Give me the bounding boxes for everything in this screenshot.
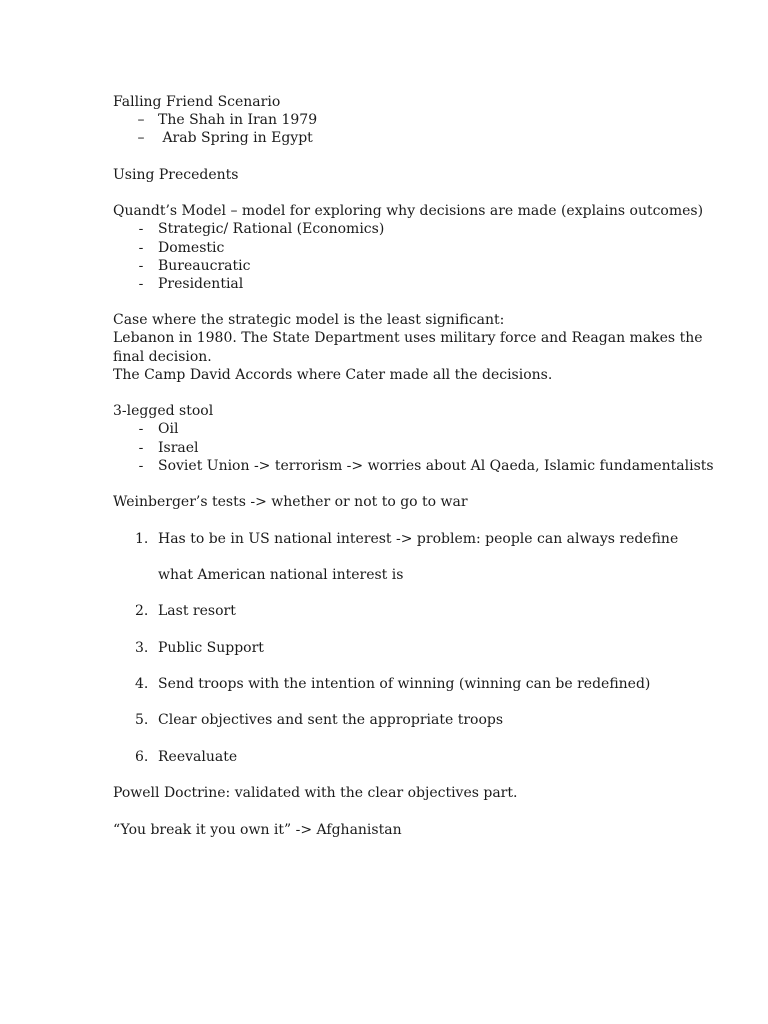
list-item xyxy=(113,420,733,438)
numbered-item xyxy=(113,675,733,693)
numbered-item-text: Has to be in US national interest -> problem: people can always redefine xyxy=(158,530,679,547)
quandt-model-heading: Quandt’s Model – model for exploring why decisions are made (explains outcomes) xyxy=(113,203,704,220)
case-paragraph-line: The Camp David Accords where Cater made all the decisions. xyxy=(113,366,553,383)
numbered-item-text: Public Support xyxy=(158,639,264,656)
hyphen-bullet: - xyxy=(138,239,144,256)
list-item xyxy=(113,129,733,147)
using-precedents-heading: Using Precedents xyxy=(113,166,239,183)
number-marker: 4. xyxy=(135,676,149,692)
hyphen-bullet: - xyxy=(138,421,144,438)
falling-friend-heading: Falling Friend Scenario xyxy=(113,94,281,110)
number-marker: 5. xyxy=(135,712,149,729)
stool-heading: 3-legged stool xyxy=(113,403,214,420)
numbered-item-text: Last resort xyxy=(158,603,236,620)
list-item-text: Soviet Union -> terrorism -> worries about Al Qaeda, Islamic fundamentalists xyxy=(158,457,714,474)
numbered-item xyxy=(113,602,733,620)
list-item xyxy=(113,257,733,275)
blank-line xyxy=(113,802,733,820)
list-item-text: Bureaucratic xyxy=(158,257,251,274)
blank-line xyxy=(113,184,733,202)
numbered-item-continuation xyxy=(113,566,733,584)
hyphen-bullet: - xyxy=(138,275,144,292)
number-marker: 2. xyxy=(135,603,149,620)
powell-doctrine-line: Powell Doctrine: validated with the clear objectives part. xyxy=(113,785,518,802)
blank-line xyxy=(113,584,733,602)
list-item xyxy=(113,275,733,293)
blank-line xyxy=(113,657,733,675)
dash-bullet: – xyxy=(137,112,145,129)
list-item-text: Arab Spring in Egypt xyxy=(158,130,313,147)
blank-line xyxy=(113,730,733,748)
hyphen-bullet: - xyxy=(138,457,144,474)
blank-line xyxy=(113,511,733,529)
numbered-item-text: Reevaluate xyxy=(158,748,238,765)
dash-bullet: – xyxy=(137,130,145,147)
numbered-item xyxy=(113,748,733,766)
case-paragraph-line: final decision. xyxy=(113,348,212,365)
number-marker: 6. xyxy=(135,748,149,765)
number-marker: 1. xyxy=(135,530,149,547)
blank-line xyxy=(113,148,733,166)
hyphen-bullet: - xyxy=(138,257,144,274)
list-item-text: Domestic xyxy=(158,239,225,256)
hyphen-bullet: - xyxy=(138,439,144,456)
numbered-item-text: Clear objectives and sent the appropriate troops xyxy=(158,712,504,729)
list-item xyxy=(113,239,733,257)
quote-line: “You break it you own it” -> Afghanistan xyxy=(113,821,402,838)
blank-line xyxy=(113,693,733,711)
list-item xyxy=(113,220,733,238)
numbered-item xyxy=(113,639,733,657)
list-item-text: Oil xyxy=(158,421,179,438)
list-item-text: Presidential xyxy=(158,275,244,292)
number-marker: 3. xyxy=(135,639,149,656)
blank-line xyxy=(113,293,733,311)
blank-line xyxy=(113,475,733,493)
blank-line xyxy=(113,620,733,638)
list-item xyxy=(113,439,733,457)
list-item xyxy=(113,457,733,475)
list-item-text: The Shah in Iran 1979 xyxy=(158,112,318,129)
case-paragraph-line: Case where the strategic model is the least significant: xyxy=(113,312,505,329)
blank-line xyxy=(113,548,733,566)
hyphen-bullet: - xyxy=(138,221,144,238)
numbered-item-text: what American national interest is xyxy=(158,566,404,583)
list-item-text: Israel xyxy=(158,439,199,456)
list-item-text: Strategic/ Rational (Economics) xyxy=(158,221,385,238)
document-page xyxy=(113,93,733,839)
blank-line xyxy=(113,384,733,402)
blank-line xyxy=(113,766,733,784)
case-paragraph-line: Lebanon in 1980. The State Department uses military force and Reagan makes the xyxy=(113,330,703,347)
numbered-item xyxy=(113,711,733,729)
numbered-item-text: Send troops with the intention of winning (winning can be redefined) xyxy=(158,676,651,692)
weinberger-heading: Weinberger’s tests -> whether or not to go to war xyxy=(113,494,468,511)
numbered-item xyxy=(113,530,733,548)
list-item xyxy=(113,111,733,129)
